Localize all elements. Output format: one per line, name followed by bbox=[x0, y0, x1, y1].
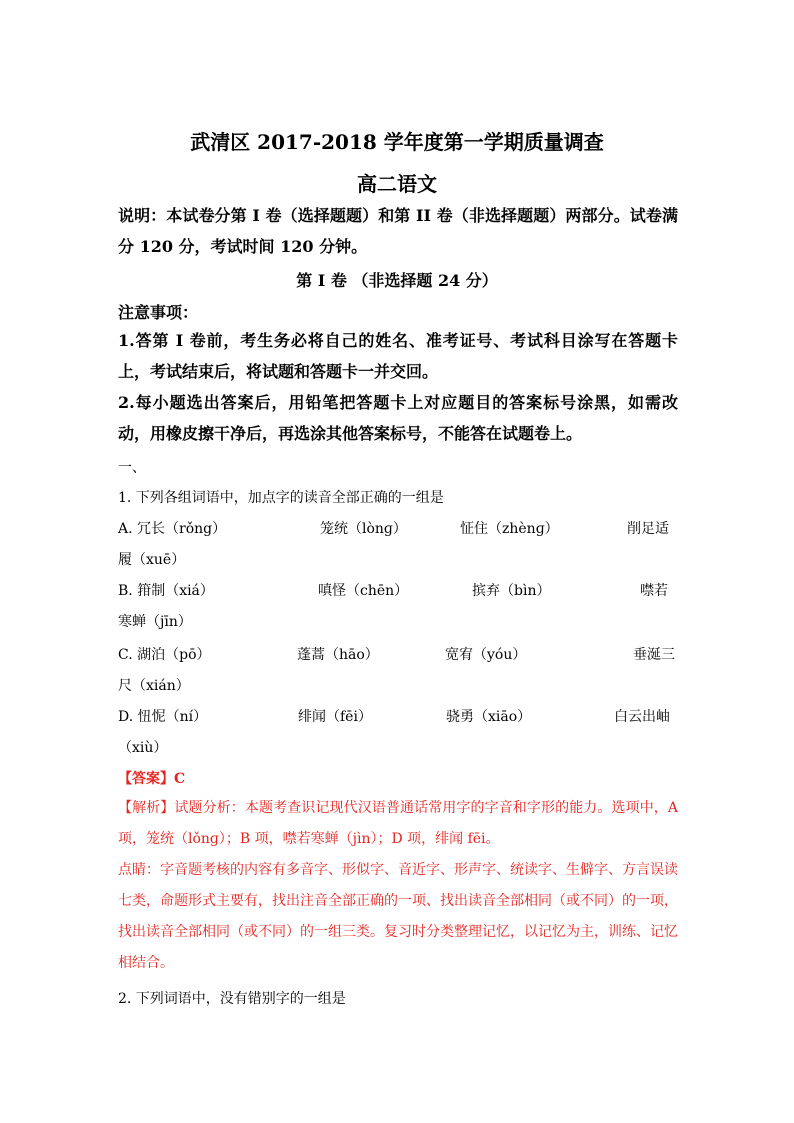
q1-option-b-word-3: 摈弃（bìn） bbox=[472, 583, 551, 599]
q1-option-d-continued: （xiù） bbox=[118, 740, 168, 756]
q1-option-d-word-1: D. 忸怩（ní） bbox=[118, 709, 208, 725]
q1-option-c-continued: 尺（xián） bbox=[118, 678, 190, 694]
q1-tip: 点睛：字音题考核的内容有多音字、形似字、音近字、形声字、统读字、生僻字、方言误读七类，命题形式主要有，找出注音全部正确的一项、找出读音全部相同（或不同）的一项，找出读音全部相同（或不同）的一组三类。复习时分类整理记忆，以记忆为主，训练、记忆相结合。 bbox=[118, 862, 678, 971]
question-1-stem: 1. 下列各组词语中，加点字的读音全部正确的一组是 bbox=[118, 490, 444, 506]
q1-analysis: 【解析】试题分析：本题考查识记现代汉语普通话常用字的字音和字形的能力。选项中，A 项，笼统（lǒnɡ）；B 项，噤若寒蝉（jìn）；D 项，绯闻 fēi。 bbox=[118, 800, 678, 847]
q1-option-d-word-2: 绯闻（fēi） bbox=[298, 709, 372, 725]
q1-option-a-word-2: 笼统（lònɡ） bbox=[320, 521, 407, 537]
part-label: 一、 bbox=[118, 460, 146, 476]
q1-option-b-word-4: 噤若 bbox=[640, 583, 668, 599]
notes-item-2: 2.每小题选出答案后，用铅笔把答题卡上对应题目的答案标号涂黑，如需改动，用橡皮擦干净后，再选涂其他答案标号，不能答在试题卷上。 bbox=[118, 393, 678, 443]
q1-option-b-continued: 寒蝉（jīn） bbox=[118, 614, 192, 630]
exam-subject: 高二语文 bbox=[357, 172, 437, 196]
q1-option-c-word-1: C. 湖泊（pō） bbox=[118, 647, 211, 663]
exam-instructions: 说明：本试卷分第 I 卷（选择题题）和第 II 卷（非选择题题）两部分。试卷满分 120 分，考试时间 120 分钟。 bbox=[118, 206, 678, 256]
q1-option-d-word-3: 骁勇（xiāo） bbox=[446, 709, 532, 725]
q1-answer: 【答案】C bbox=[118, 771, 186, 787]
q1-option-b-word-2: 嗔怪（chēn） bbox=[318, 583, 409, 599]
q1-option-c-word-2: 蓬蒿（hāo） bbox=[297, 647, 379, 663]
q1-option-c-word-3: 宽宥（yóu） bbox=[445, 647, 527, 663]
q1-option-a-continued: 履（xuē） bbox=[118, 552, 186, 568]
notes-heading: 注意事项： bbox=[118, 303, 199, 322]
q1-option-a-word-1: A. 冗长（rǒng） bbox=[118, 521, 227, 537]
notes-item-1: 1.答第 I 卷前，考生务必将自己的姓名、准考证号、考试科目涂写在答题卡上，考试结束后，将试题和答题卡一并交回。 bbox=[118, 331, 678, 381]
q1-option-d-word-4: 白云出岫 bbox=[614, 709, 670, 725]
q1-option-c-word-4: 垂涎三 bbox=[633, 647, 675, 663]
question-2-stem: 2. 下列词语中，没有错别字的一组是 bbox=[118, 991, 346, 1007]
q1-option-a-word-3: 怔住（zhènɡ） bbox=[460, 521, 559, 537]
q1-option-a-word-4: 削足适 bbox=[627, 521, 669, 537]
q1-option-b-word-1: B. 箝制（xiá） bbox=[118, 583, 214, 599]
exam-title: 武清区 2017-2018 学年度第一学期质量调查 bbox=[190, 130, 604, 154]
section-title: 第 I 卷 （非选择题 24 分） bbox=[296, 271, 498, 290]
